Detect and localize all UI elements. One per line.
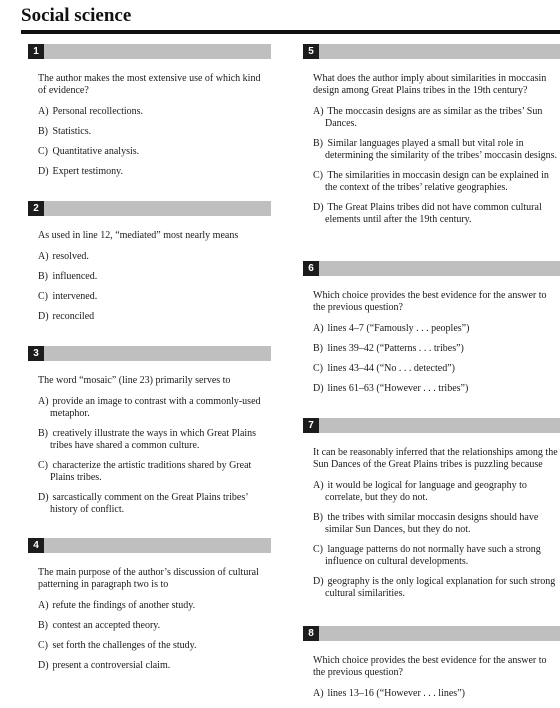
choice-letter: A) bbox=[313, 106, 324, 117]
answer-choice-c[interactable] bbox=[38, 291, 271, 303]
question-stem: It can be reasonably inferred that the relationships among the Sun Dances of the Great Plains tribes is puzzling because bbox=[313, 447, 558, 470]
choice-text: Quantitative analysis. bbox=[52, 146, 140, 157]
question-number: 3 bbox=[28, 346, 44, 361]
choice-letter: C) bbox=[313, 544, 323, 555]
question-5 bbox=[303, 44, 560, 234]
answer-choice-a[interactable] bbox=[313, 480, 560, 504]
choice-text: language patterns do not normally have such a strong influence on cultural developments. bbox=[325, 544, 541, 567]
answer-choice-d[interactable] bbox=[38, 660, 271, 672]
answer-choice-c[interactable] bbox=[38, 460, 271, 484]
choice-letter: C) bbox=[313, 363, 323, 374]
question-number: 4 bbox=[28, 538, 44, 553]
choice-text: geography is the only logical explanation for such strong cultural similarities. bbox=[325, 576, 556, 599]
question-7 bbox=[303, 418, 560, 608]
question-header-bar bbox=[303, 261, 560, 276]
choice-letter: D) bbox=[313, 383, 324, 394]
question-2 bbox=[28, 201, 271, 331]
choice-text: set forth the challenges of the study. bbox=[52, 640, 197, 651]
answer-choice-d[interactable] bbox=[313, 202, 560, 226]
question-stem: As used in line 12, “mediated” most nearly means bbox=[38, 230, 239, 241]
question-stem: The author makes the most extensive use of which kind of evidence? bbox=[38, 73, 261, 96]
choice-letter: C) bbox=[38, 640, 48, 651]
choice-text: the tribes with similar moccasin designs should have similar Sun Dances, but they do not. bbox=[325, 512, 539, 535]
answer-choice-a[interactable] bbox=[38, 106, 271, 118]
choice-letter: D) bbox=[38, 492, 49, 503]
answer-choice-b[interactable] bbox=[38, 620, 271, 632]
choice-letter: C) bbox=[38, 460, 48, 471]
choice-text: refute the findings of another study. bbox=[52, 600, 196, 611]
choice-text: sarcastically comment on the Great Plains tribes’ history of conflict. bbox=[50, 492, 248, 515]
answer-choice-b[interactable] bbox=[313, 512, 560, 536]
question-number: 6 bbox=[303, 261, 319, 276]
choice-letter: B) bbox=[313, 138, 323, 149]
choice-text: influenced. bbox=[52, 271, 98, 282]
answer-choice-d[interactable] bbox=[38, 492, 271, 516]
choice-letter: B) bbox=[38, 126, 48, 137]
choice-letter: B) bbox=[313, 343, 323, 354]
choice-text: intervened. bbox=[52, 291, 98, 302]
answer-choice-c[interactable] bbox=[313, 170, 560, 194]
question-4 bbox=[28, 538, 271, 680]
choice-letter: B) bbox=[38, 271, 48, 282]
choice-letter: C) bbox=[313, 170, 323, 181]
choice-text: it would be logical for language and geography to correlate, but they do not. bbox=[325, 480, 527, 503]
choice-text: provide an image to contrast with a commonly-used metaphor. bbox=[50, 396, 261, 419]
question-stem: The main purpose of the author’s discussion of cultural patterning in paragraph two is to bbox=[38, 567, 259, 590]
choice-letter: D) bbox=[38, 166, 49, 177]
choice-text: Personal recollections. bbox=[52, 106, 144, 117]
choice-text: creatively illustrate the ways in which Great Plains tribes have shared a common culture. bbox=[50, 428, 257, 451]
answer-choice-c[interactable] bbox=[313, 544, 560, 568]
answer-choice-a[interactable] bbox=[38, 251, 271, 263]
choice-text: present a controversial claim. bbox=[52, 660, 171, 671]
answer-choice-b[interactable] bbox=[38, 126, 271, 138]
answer-choice-a[interactable] bbox=[38, 396, 271, 420]
choice-text: The similarities in moccasin design can be explained in the context of the tribes’ relative geographies. bbox=[325, 170, 549, 193]
question-number: 2 bbox=[28, 201, 44, 216]
choice-text: lines 61–63 (“However . . . tribes”) bbox=[327, 383, 469, 394]
choice-text: resolved. bbox=[52, 251, 89, 262]
choice-letter: B) bbox=[38, 620, 48, 631]
question-header-bar bbox=[303, 44, 560, 59]
title-rule bbox=[21, 30, 560, 34]
question-stem: What does the author imply about similarities in moccasin design among Great Plains tribes in the 19th century? bbox=[313, 73, 547, 96]
question-header-bar bbox=[303, 418, 560, 433]
choice-text: lines 43–44 (“No . . . detected”) bbox=[327, 363, 455, 374]
answer-choice-b[interactable] bbox=[313, 343, 560, 355]
question-number: 1 bbox=[28, 44, 44, 59]
question-6 bbox=[303, 261, 560, 403]
answer-choice-a[interactable] bbox=[313, 323, 560, 335]
choice-letter: A) bbox=[38, 251, 49, 262]
answer-choice-a[interactable] bbox=[38, 600, 271, 612]
choice-text: The moccasin designs are as similar as the tribes’ Sun Dances. bbox=[325, 106, 543, 129]
choice-text: The Great Plains tribes did not have common cultural elements until after the 19th century. bbox=[325, 202, 542, 225]
choice-text: lines 4–7 (“Famously . . . peoples”) bbox=[327, 323, 470, 334]
choice-letter: C) bbox=[38, 291, 48, 302]
choice-text: Statistics. bbox=[52, 126, 92, 137]
answer-choice-b[interactable] bbox=[313, 138, 560, 162]
question-stem: The word “mosaic” (line 23) primarily serves to bbox=[38, 375, 231, 386]
choice-text: characterize the artistic traditions shared by Great Plains tribes. bbox=[50, 460, 252, 483]
answer-choice-d[interactable] bbox=[313, 383, 560, 395]
answer-choice-a[interactable] bbox=[313, 106, 560, 130]
choice-letter: B) bbox=[313, 512, 323, 523]
answer-choice-c[interactable] bbox=[38, 640, 271, 652]
choice-letter: A) bbox=[38, 600, 49, 611]
choice-text: reconciled bbox=[52, 311, 95, 322]
choice-letter: B) bbox=[38, 428, 48, 439]
choice-text: lines 39–42 (“Patterns . . . tribes”) bbox=[327, 343, 464, 354]
question-header-bar bbox=[303, 626, 560, 641]
choice-letter: C) bbox=[38, 146, 48, 157]
question-stem: Which choice provides the best evidence for the answer to the previous question? bbox=[313, 290, 547, 313]
choice-letter: D) bbox=[313, 576, 324, 587]
choice-letter: A) bbox=[38, 396, 49, 407]
question-stem: Which choice provides the best evidence for the answer to the previous question? bbox=[313, 655, 547, 678]
question-1 bbox=[28, 44, 271, 186]
question-number: 7 bbox=[303, 418, 319, 433]
choice-text: contest an accepted theory. bbox=[52, 620, 161, 631]
choice-letter: D) bbox=[38, 660, 49, 671]
question-number: 8 bbox=[303, 626, 319, 641]
choice-text: lines 13–16 (“However . . . lines”) bbox=[327, 688, 465, 699]
answer-choice-c[interactable] bbox=[313, 363, 560, 375]
question-header-bar bbox=[28, 44, 271, 59]
choice-letter: A) bbox=[313, 480, 324, 491]
choice-text: Expert testimony. bbox=[52, 166, 123, 177]
question-header-bar bbox=[28, 346, 271, 361]
choice-letter: A) bbox=[38, 106, 49, 117]
choice-letter: D) bbox=[313, 202, 324, 213]
question-number: 5 bbox=[303, 44, 319, 59]
choice-letter: D) bbox=[38, 311, 49, 322]
question-8 bbox=[303, 626, 560, 708]
answer-choice-c[interactable] bbox=[38, 146, 271, 158]
answer-choice-d[interactable] bbox=[38, 166, 271, 178]
page-title: Social science bbox=[21, 5, 132, 26]
choice-letter: A) bbox=[313, 323, 324, 334]
answer-choice-d[interactable] bbox=[38, 311, 271, 323]
question-header-bar bbox=[28, 201, 271, 216]
answer-choice-a[interactable] bbox=[313, 688, 560, 700]
answer-choice-b[interactable] bbox=[38, 428, 271, 452]
answer-choice-b[interactable] bbox=[38, 271, 271, 283]
question-header-bar bbox=[28, 538, 271, 553]
answer-choice-d[interactable] bbox=[313, 576, 560, 600]
question-3 bbox=[28, 346, 271, 524]
choice-letter: A) bbox=[313, 688, 324, 699]
choice-text: Similar languages played a small but vital role in determining the similarity of the tribes’ moccasin designs. bbox=[325, 138, 557, 161]
